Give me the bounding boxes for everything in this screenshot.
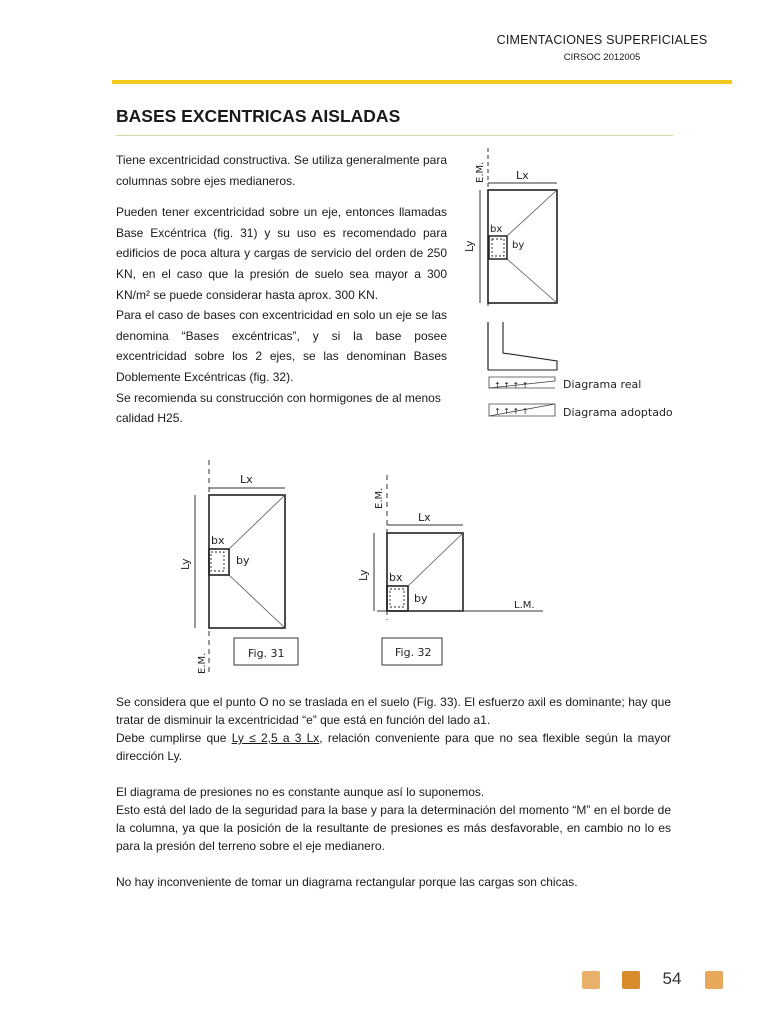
figure-32 bbox=[355, 475, 545, 675]
bx-label: bx bbox=[490, 224, 503, 235]
fig31-diagonal-top bbox=[229, 495, 285, 549]
body-p2-prefix: Debe cumplirse que bbox=[116, 731, 232, 745]
fig32-lx-label: Lx bbox=[418, 511, 431, 524]
page-number: 54 bbox=[662, 969, 682, 988]
paragraph-hormigon: Se recomienda su construcción con hormigones de al menos calidad H25. bbox=[116, 390, 441, 426]
body-paragraph-4: Esto está del lado de la seguridad para la base y para la determinación del momento “M” en el borde de la columna, ya que la posición de la resultante de presiones es más desfavorable, en cambio no lo es para la presión del terreno sobre el eje medianero. bbox=[116, 803, 671, 853]
body-paragraph-3: El diagrama de presiones no es constante aunque así lo suponemos. bbox=[116, 785, 485, 799]
legend-diagrama-real: Diagrama real bbox=[563, 378, 642, 391]
left-column-text bbox=[116, 150, 447, 429]
footer-square-3 bbox=[705, 971, 723, 989]
legend-diagrama-adoptado: Diagrama adoptado bbox=[563, 406, 673, 419]
fig32-column-dashed bbox=[390, 589, 404, 607]
fig32-bx-label: bx bbox=[389, 571, 403, 584]
fig31-diagonal-bottom bbox=[229, 575, 285, 628]
fig31-em-label: E.M. bbox=[197, 652, 208, 674]
fig31-lx-label: Lx bbox=[240, 473, 253, 486]
by-label: by bbox=[512, 240, 525, 251]
em-label: E.M. bbox=[475, 161, 486, 183]
fig32-em-label: E.M. bbox=[374, 487, 385, 509]
footer-square-2 bbox=[622, 971, 640, 989]
body-paragraph-2 bbox=[116, 729, 671, 765]
fig31-bx-label: bx bbox=[211, 534, 225, 547]
section-footing-profile bbox=[488, 322, 557, 370]
fig32-ly-label: Ly bbox=[357, 569, 370, 581]
column-rebar-dashed bbox=[492, 239, 504, 256]
lx-label: Lx bbox=[516, 169, 529, 182]
fig32-diagonal bbox=[408, 533, 463, 586]
body-paragraph-5: No hay inconveniente de tomar un diagrama rectangular porque las cargas son chicas. bbox=[116, 875, 578, 889]
fig31-ly-label: Ly bbox=[179, 558, 192, 570]
fig31-caption: Fig. 31 bbox=[248, 647, 285, 660]
diagram-plan-and-pressure bbox=[458, 148, 678, 430]
fig32-lm-label: L.M. bbox=[514, 600, 535, 611]
fig32-by-label: by bbox=[414, 592, 428, 605]
diagram-adopted-arrows: ↑ ↑ ↑ ↑ bbox=[494, 407, 529, 416]
paragraph-base-excentrica: Pueden tener excentricidad sobre un eje, entonces llamadas Base Excéntrica (fig. 31) y su uso es recomendado para edificios de poca altura y cargas de servicio del orden de 250 KN, en el caso que la presión de suelo sea mayor a 300 KN/m² se puede considerar hasta aprox. 300 KN. bbox=[116, 205, 447, 302]
header-title: CIMENTACIONES SUPERFICIALES bbox=[496, 33, 708, 47]
ly-label: Ly bbox=[463, 240, 476, 252]
body-p2-suffix: , relación conveniente para que no sea flexible según la mayor dirección Ly. bbox=[116, 731, 671, 763]
body-p2-underlined: Ly ≤ 2,5 a 3 Lx bbox=[231, 731, 320, 745]
figure-31 bbox=[178, 460, 308, 680]
section-title: BASES EXCENTRICAS AISLADAS bbox=[116, 106, 401, 126]
paragraph-intro: Tiene excentricidad constructiva. Se utiliza generalmente para columnas sobre ejes medianeros. bbox=[116, 153, 447, 188]
paragraph-doble-excentrica: Para el caso de bases con excentricidad en solo un eje se las denomina “Bases excéntricas”, y si la base posee excentricidad sobre los 2 ejes, se las denominan Bases Doblemente Excéntricas (fig. 32). bbox=[116, 308, 447, 384]
fig31-by-label: by bbox=[236, 554, 250, 567]
body-text bbox=[116, 693, 671, 891]
footing-diagonal-top bbox=[507, 190, 557, 236]
footer-square-1 bbox=[582, 971, 600, 989]
header-rule bbox=[112, 80, 732, 84]
body-paragraph-1: Se considera que el punto O no se traslada en el suelo (Fig. 33). El esfuerzo axil es dominante; hay que tratar de disminuir la excentricidad “e” que está en función del lado a1. bbox=[116, 695, 671, 727]
header-subtitle: CIRSOC 2012005 bbox=[563, 52, 641, 63]
diagram-real-arrows: ↑ ↑ ↑ ↑ bbox=[494, 381, 529, 390]
footing-diagonal-bottom bbox=[507, 259, 557, 303]
fig32-caption: Fig. 32 bbox=[395, 646, 432, 659]
section-underline bbox=[116, 135, 673, 136]
fig31-column-dashed bbox=[211, 552, 224, 571]
